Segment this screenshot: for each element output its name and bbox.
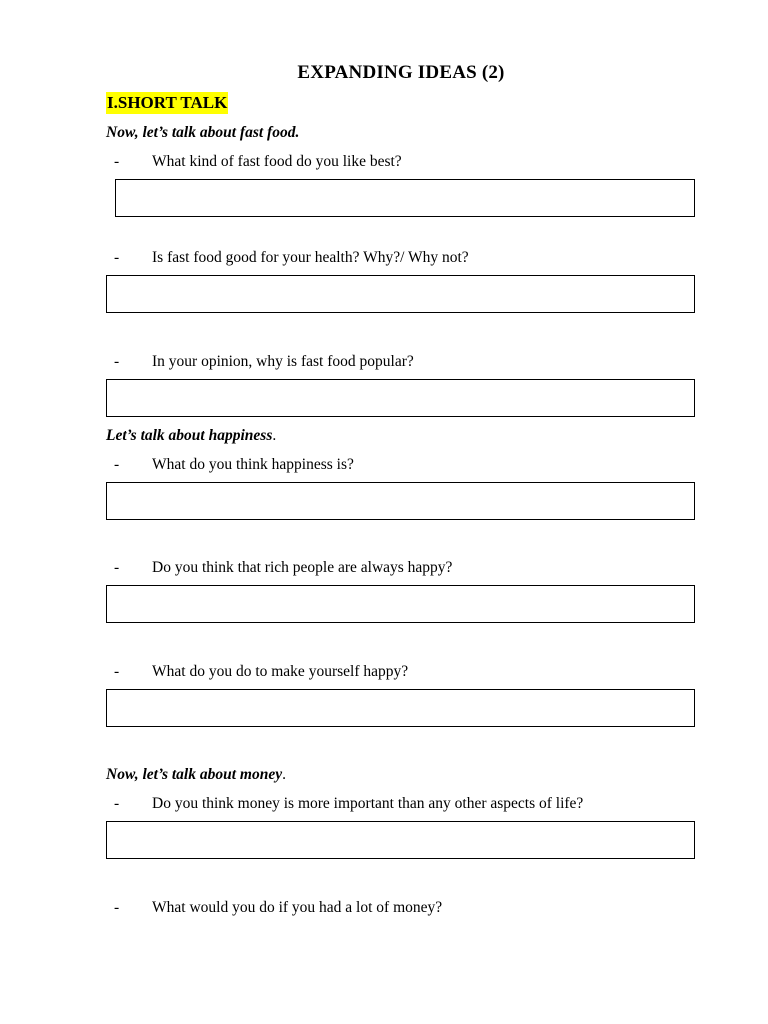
answer-box[interactable] xyxy=(106,482,695,520)
bullet-dash: - xyxy=(114,153,120,170)
answer-box[interactable] xyxy=(106,689,695,727)
bullet-dash: - xyxy=(114,249,120,266)
bullet-dash: - xyxy=(114,559,120,576)
question-text: Do you think money is more important than any other aspects of life? xyxy=(152,795,584,812)
answer-box[interactable] xyxy=(115,179,695,217)
topic-intro-text: Now, let’s talk about money xyxy=(106,766,283,783)
answer-box[interactable] xyxy=(106,585,695,623)
topic-intro-text: Now, let’s talk about fast food. xyxy=(106,124,300,141)
topic-intro-fast-food xyxy=(106,123,299,143)
topic-intro-suffix: . xyxy=(272,427,277,444)
question-text: What would you do if you had a lot of money? xyxy=(152,899,443,916)
topic-intro-suffix: . xyxy=(282,766,286,783)
topic-intro-text: Let’s talk about happiness xyxy=(106,427,273,444)
question-text: In your opinion, why is fast food popular? xyxy=(152,353,414,370)
answer-box[interactable] xyxy=(106,379,695,417)
bullet-dash: - xyxy=(114,353,120,370)
section-heading-short-talk: I.SHORT TALK xyxy=(107,93,228,112)
question-text: What do you do to make yourself happy? xyxy=(152,663,409,680)
question-text: What kind of fast food do you like best? xyxy=(152,153,402,170)
answer-box[interactable] xyxy=(106,275,695,313)
bullet-dash: - xyxy=(114,663,120,680)
topic-intro-money xyxy=(106,765,286,785)
topic-intro-happiness xyxy=(106,426,276,446)
question-text: What do you think happiness is? xyxy=(152,456,354,473)
question-text: Do you think that rich people are always happy? xyxy=(152,559,453,576)
answer-box[interactable] xyxy=(106,821,695,859)
bullet-dash: - xyxy=(114,795,120,812)
bullet-dash: - xyxy=(114,899,120,916)
page-title: EXPANDING IDEAS (2) xyxy=(297,62,505,83)
bullet-dash: - xyxy=(114,456,120,473)
question-text: Is fast food good for your health? Why?/ Why not? xyxy=(152,249,469,266)
